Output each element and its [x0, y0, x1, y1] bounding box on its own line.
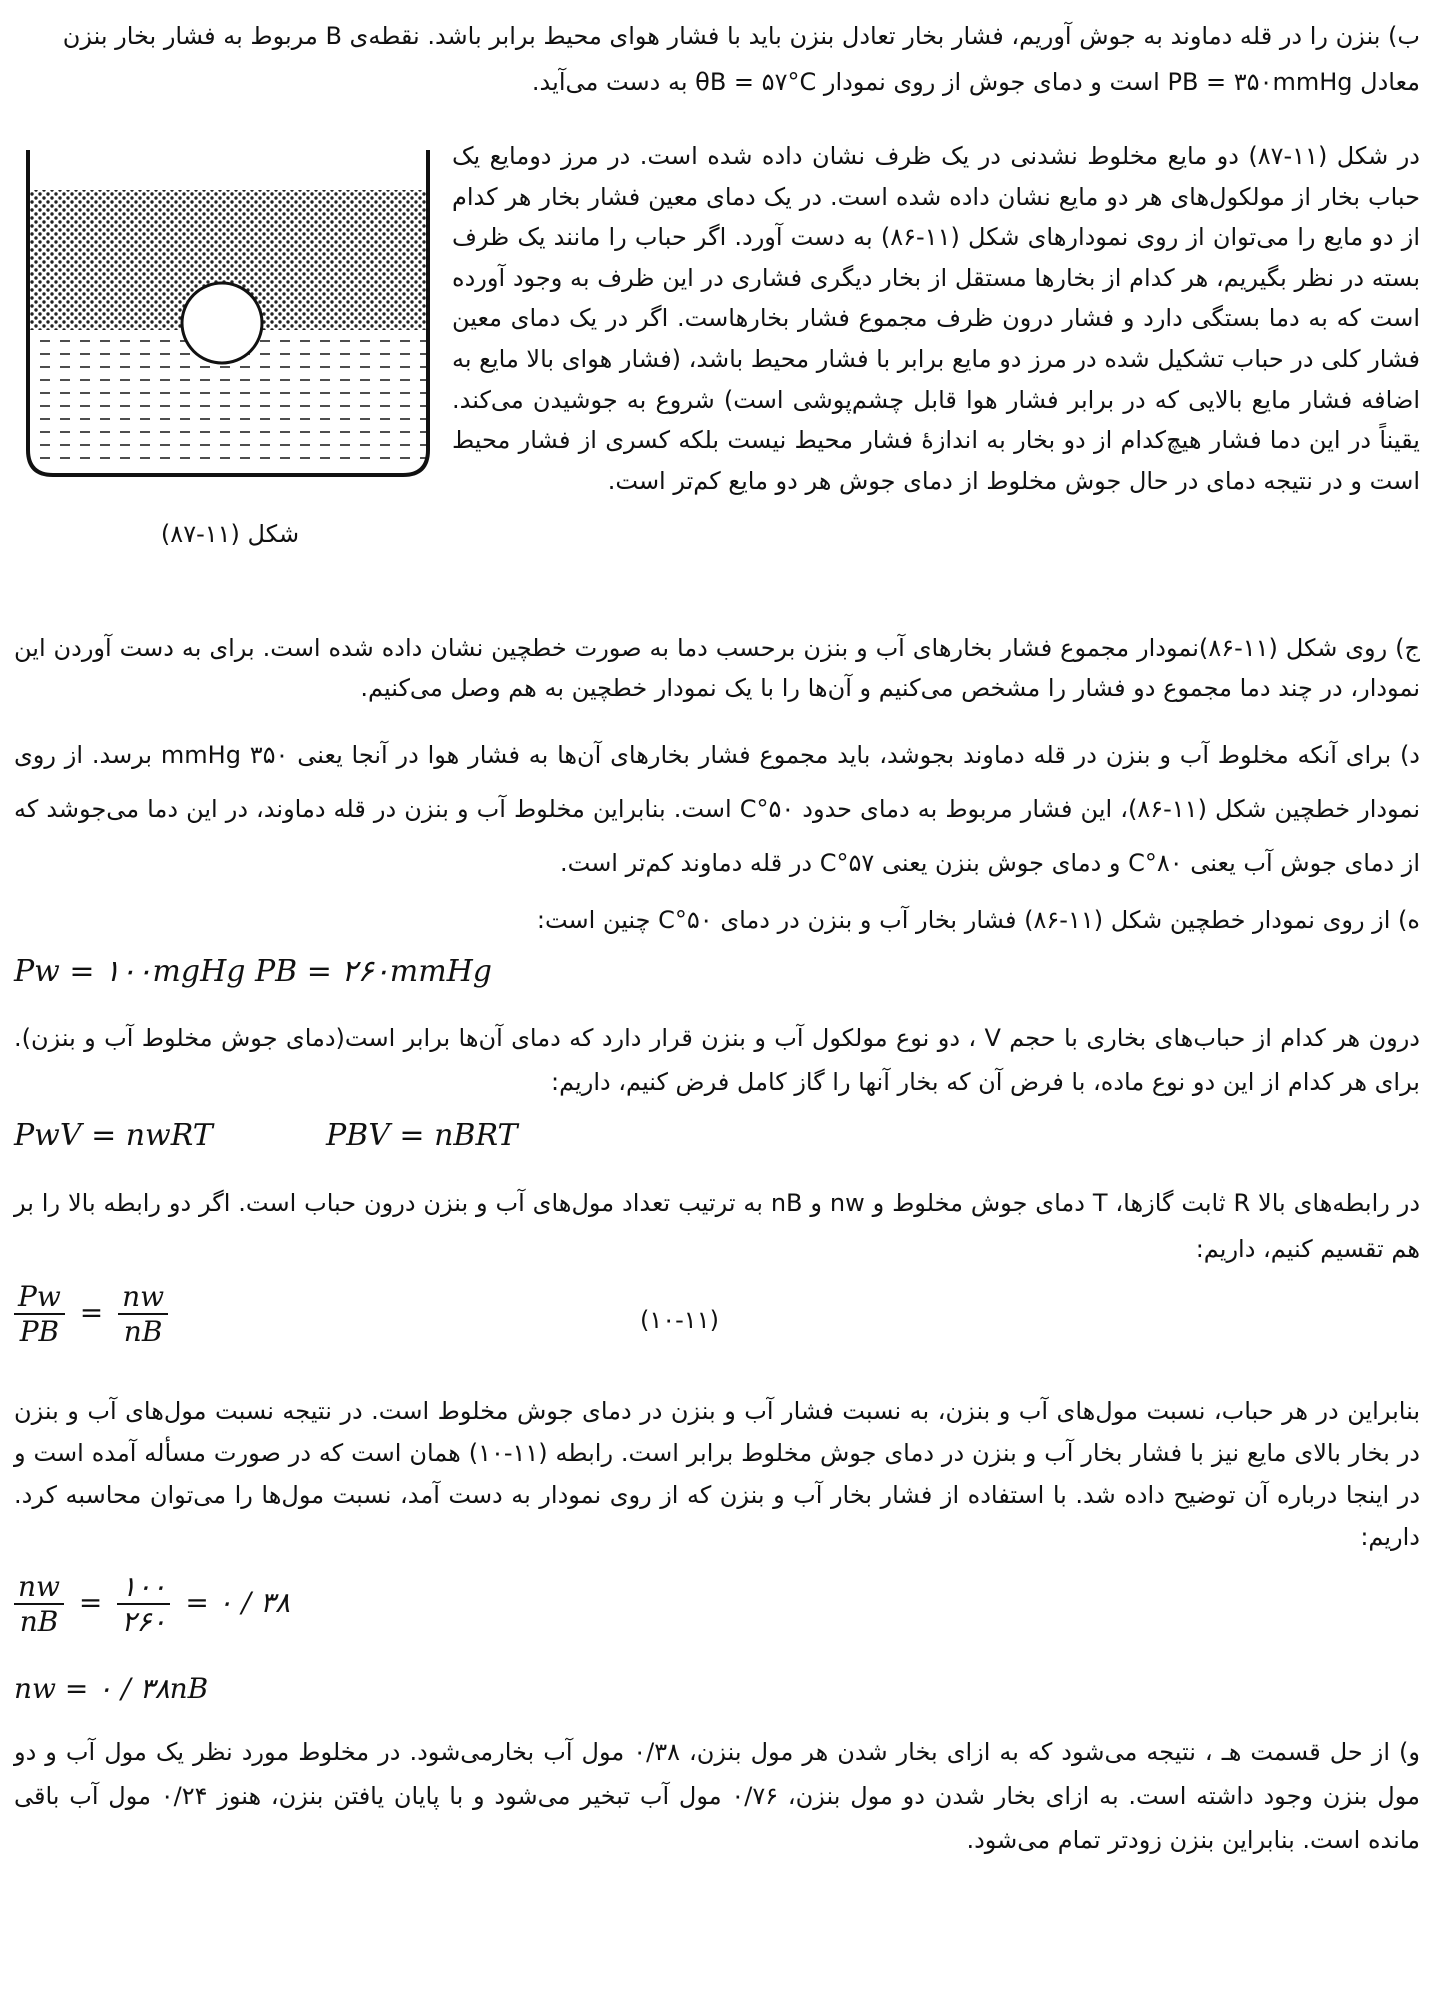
part-c-paragraph: ج) روی شکل (۱۱-۸۶)نمودار مجموع فشار بخارهای آب و بنزن برحسب دما به صورت خطچین نشان داده شده است. برای به دست آوردن این نمودار، در چند دما مجموع دو فشار را مشخص می‌کنیم و آن‌ها را با یک نمودار خطچین به هم وصل می‌کنیم. [14, 634, 1421, 702]
equation-ratio: $\frac{Pw}{PB}$ = $\frac{nw}{nB}$ [14, 1280, 168, 1348]
equation-ideal-gas-benzene: PBV = nBRT [326, 1118, 518, 1153]
figure-caption: شکل (۱۱-۸۷) [160, 520, 300, 548]
figure-container-diagram [18, 140, 438, 490]
equation-number: (۱۰-۱۱) [640, 1306, 719, 1334]
equation-pressures: Pw = ۱۰۰mgHg PB = ۲۶۰mmHg [14, 954, 493, 989]
part-f-paragraph: و) از حل قسمت هـ ، نتیجه می‌شود که به ازای بخار شدن هر مول بنزن، ۰/۳۸ مول آب بخارمی‌شود. در مخلوط مورد نظر یک مول آب و دو مول بنزن وجود داشته است. به ازای بخار شدن دو مول بنزن، ۰/۷۶ مول آب تبخیر می‌شود و با پایان یافتن بنزن، هنوز ۰/۲۴ مول آب باقی مانده است. بنابراین بنزن زودتر تمام می‌شود. [14, 1738, 1421, 1854]
equation-ideal-gas-water: PwV = nwRT [14, 1118, 213, 1153]
vapor-bubble [182, 283, 262, 363]
part-e-paragraph-3: بنابراین در هر حباب، نسبت مول‌های آب و بنزن، به نسبت فشار آب و بنزن در دمای جوش مخلوط است. در نتیجه نسبت مول‌های آب و بنزن در بخار بالای مایع نیز با فشار بخار آب و بنزن در دمای جوش مخلوط برابر است. رابطه (۱۱-۱۰) همان است که در صورت مسأله آمده است و در اینجا درباره آن توضیح داده شد. با استفاده از فشار بخار آب و بنزن که از روی نمودار به دست آمد، نسبت مول‌ها را می‌توان محاسبه کرد. داریم: [14, 1397, 1420, 1551]
part-e-paragraph-1: درون هر کدام از حباب‌های بخاری با حجم V ، دو نوع مولکول آب و بنزن قرار دارد که دمای آن‌ها برابر است(دمای جوش مخلوط آب و بنزن). برای هر کدام از این دو نوع ماده، با فرض آن که بخار آنها را گاز کامل فرض کنیم، داریم: [14, 1024, 1420, 1096]
part-e-intro: ه) از روی نمودار خطچین شکل (۱۱-۸۶) فشار بخار آب و بنزن در دمای ۵۰°C چنین است: [536, 906, 1420, 934]
part-d-paragraph: د) برای آنکه مخلوط آب و بنزن در قله دماوند بجوشد، باید مجموع فشار بخارهای آن‌ها به فشار هوا در آنجا یعنی ۳۵۰ mmHg برسد. از روی نمودار خطچین شکل (۱۱-۸۶)، این فشار مربوط به دمای حدود ۵۰°C است. بنابراین مخلوط آب و بنزن در قله دماوند، در این دما می‌جوشد که از دمای جوش آب یعنی ۸۰°C و دمای جوش بنزن یعنی ۵۷°C در قله دماوند کم‌تر است. [14, 741, 1421, 877]
equation-mole-relation: nw = ۰ / ۳۸nB [14, 1672, 209, 1705]
part-b-line2: معادل PB = ۳۵۰mmHg است و دمای جوش از روی نمودار θB = ۵۷°C به دست می‌آید. [531, 68, 1420, 96]
part-e-paragraph-2: در رابطه‌های بالا R ثابت گازها، T دمای جوش مخلوط و nw و nB به ترتیب تعداد مول‌های آب و بنزن درون حباب است. اگر دو رابطه بالا را بر هم تقسیم کنیم، داریم: [14, 1189, 1421, 1263]
equation-mole-ratio: $\frac{nw}{nB}$ = $\frac{۱۰۰}{۲۶۰}$ = ۰ / ۳۸ [14, 1570, 290, 1638]
part-b-line1: ب) بنزن را در قله دماوند به جوش آوریم، فشار بخار تعادل بنزن باید با فشار هوای محیط برابر باشد. نقطه‌ی B مربوط به فشار بخار بنزن [62, 22, 1420, 50]
container-figure [18, 140, 438, 490]
side-paragraph: در شکل (۱۱-۸۷) دو مایع مخلوط نشدنی در یک ظرف نشان داده شده است. در مرز دومایع یک حباب بخار از مولکول‌های هر دو مایع نشان داده شده است. در یک دمای معین فشار بخار هر کدام از دو مایع را می‌توان از روی نمودارهای شکل (۱۱-۸۶) به دست آورد. اگر حباب را مانند یک ظرف بسته در نظر بگیریم، هر کدام از بخارها مستقل از بخار دیگری فشاری در این ظرف به وجود آورده است که به دما بستگی دارد و فشار درون ظرف مجموع فشار بخارهاست. اگر در یک دمای معین فشار کلی در حباب تشکیل شده در مرز دو مایع برابر با فشار محیط باشد، (فشار هوای بالا مایع به اضافه فشار مایع بالایی که در برابر فشار هوا قابل چشم‌پوشی است) شروع به جوشیدن می‌کند. یقیناً در این دما فشار هیچ‌کدام از دو بخار به اندازهٔ فشار محیط نیست بلکه کسری از فشار محیط است و در نتیجه دمای در حال جوش مخلوط از دمای جوش هر دو مایع کم‌تر است. [452, 142, 1420, 495]
